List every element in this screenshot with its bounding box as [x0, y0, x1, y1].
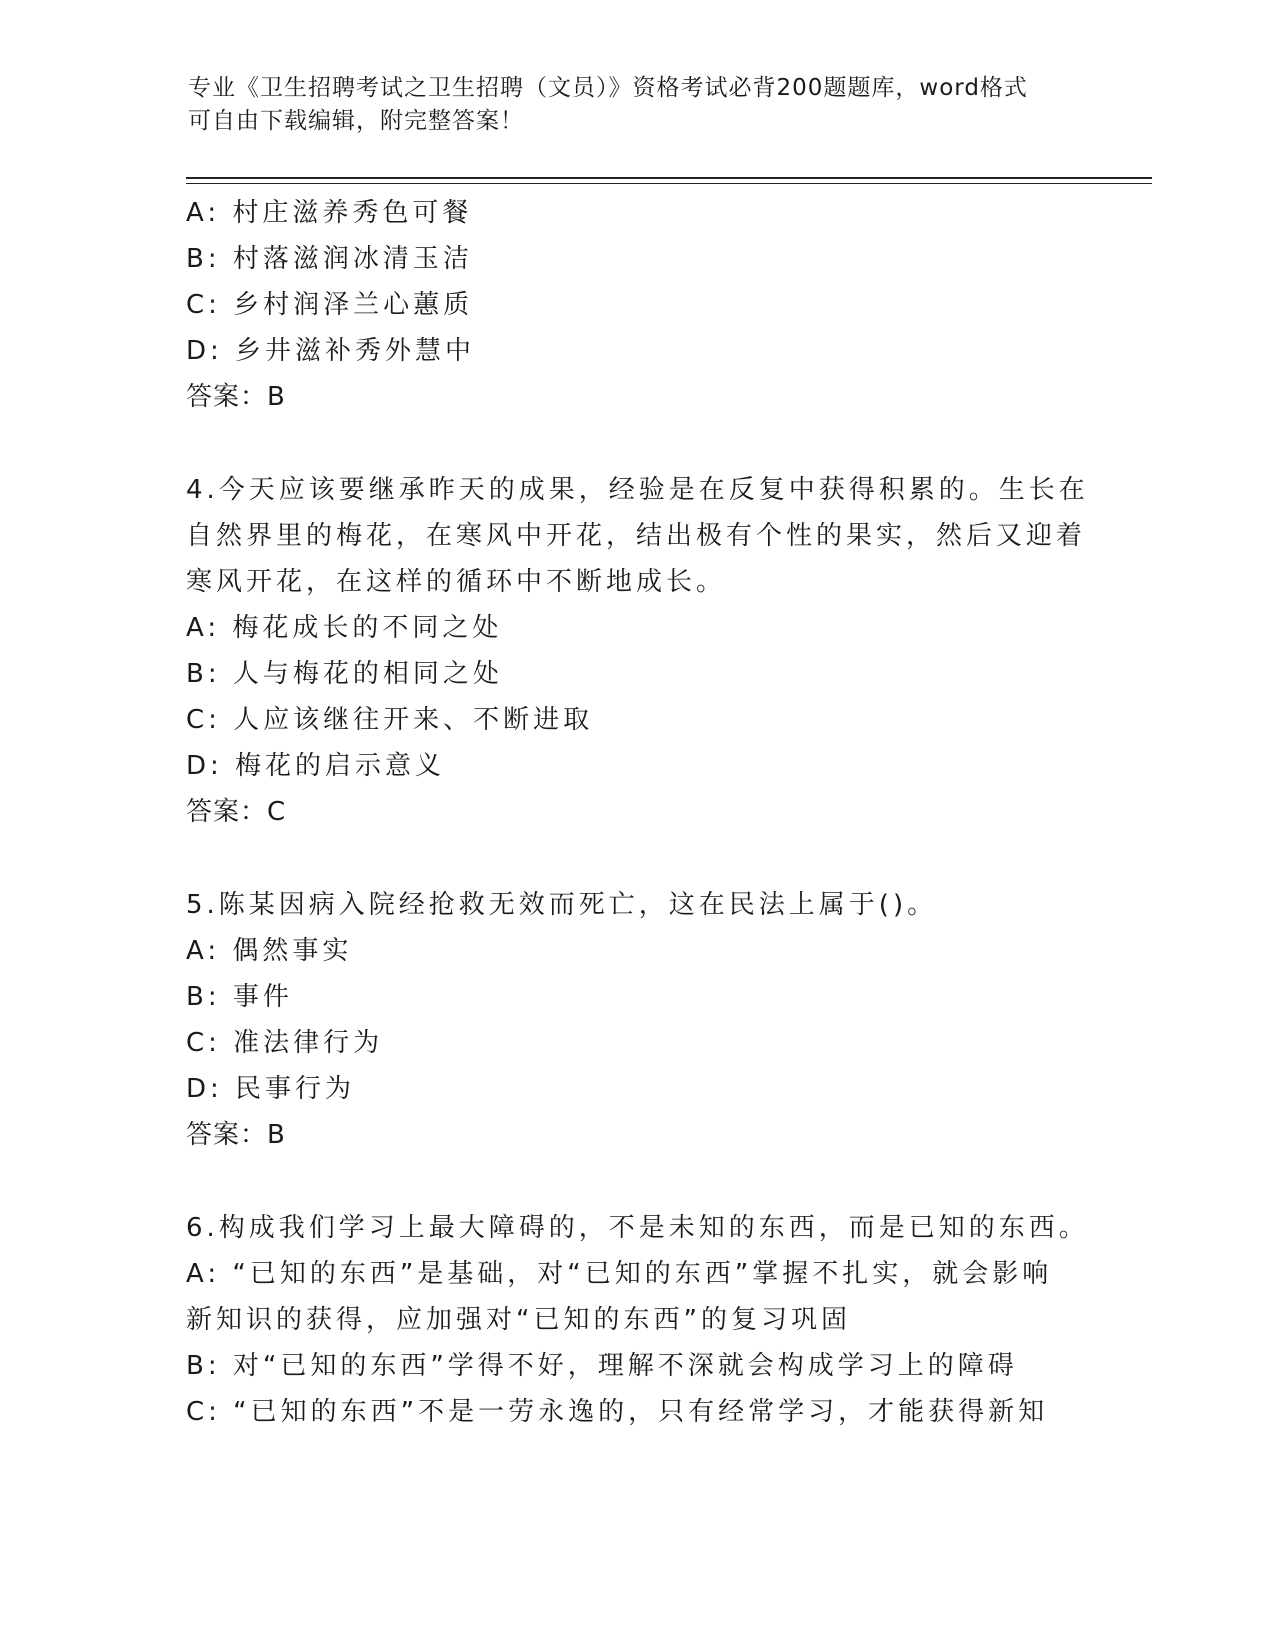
- header-rule-thin: [186, 183, 1152, 184]
- option-d: D: 乡井滋补秀外慧中: [186, 336, 476, 366]
- option-b: B: 对“已知的东西”学得不好，理解不深就会构成学习上的障碍: [186, 1351, 1018, 1381]
- answer: 答案：B: [186, 382, 286, 412]
- spacer: [186, 420, 1086, 467]
- answer: 答案：C: [186, 797, 287, 827]
- option-c: C: 乡村润泽兰心蕙质: [186, 290, 474, 320]
- spacer: [186, 835, 1086, 882]
- question-stem-line: 4.今天应该要继承昨天的成果，经验是在反复中获得积累的。生长在: [186, 475, 1089, 505]
- answer: 答案：B: [186, 1120, 286, 1150]
- question-5: [186, 882, 1086, 1158]
- option-a-line: A: “已知的东西”是基础，对“已知的东西”掌握不扎实，就会影响: [186, 1259, 1053, 1289]
- option-c: C: 准法律行为: [186, 1028, 384, 1058]
- option-b: B: 人与梅花的相同之处: [186, 659, 503, 689]
- question-stem-line: 自然界里的梅花，在寒风中开花，结出极有个性的果实，然后又迎着: [186, 521, 1087, 551]
- question-6: [186, 1205, 1089, 1435]
- option-d: D: 梅花的启示意义: [186, 751, 446, 781]
- option-d: D: 民事行为: [186, 1074, 356, 1104]
- question-stem: 5.陈某因病入院经抢救无效而死亡，这在民法上属于()。: [186, 890, 938, 920]
- option-b: B: 村落滋润冰清玉洁: [186, 244, 473, 274]
- option-b: B: 事件: [186, 982, 293, 1012]
- option-a: A: 偶然事实: [186, 936, 353, 966]
- header-line-2: 可自由下载编辑，附完整答案！: [188, 108, 524, 134]
- option-a: A: 村庄滋养秀色可餐: [186, 198, 473, 228]
- option-a-line: 新知识的获得，应加强对“已知的东西”的复习巩固: [186, 1305, 851, 1335]
- question-4: [186, 467, 1089, 835]
- question-3: [186, 190, 1086, 420]
- question-stem: 6.构成我们学习上最大障碍的，不是未知的东西，而是已知的东西。: [186, 1213, 1089, 1243]
- header-line-1: 专业《卫生招聘考试之卫生招聘（文员）》资格考试必背200题题库，word格式: [188, 75, 1028, 101]
- spacer: [186, 1158, 1086, 1205]
- header-rule-thick: [186, 177, 1152, 179]
- option-a: A: 梅花成长的不同之处: [186, 613, 503, 643]
- question-stem-line: 寒风开花，在这样的循环中不断地成长。: [186, 567, 727, 597]
- option-c: C: “已知的东西”不是一劳永逸的，只有经常学习，才能获得新知: [186, 1397, 1049, 1427]
- option-c: C: 人应该继往开来、不断进取: [186, 705, 594, 735]
- question-list: [186, 190, 1089, 1435]
- document-header: [188, 72, 1068, 138]
